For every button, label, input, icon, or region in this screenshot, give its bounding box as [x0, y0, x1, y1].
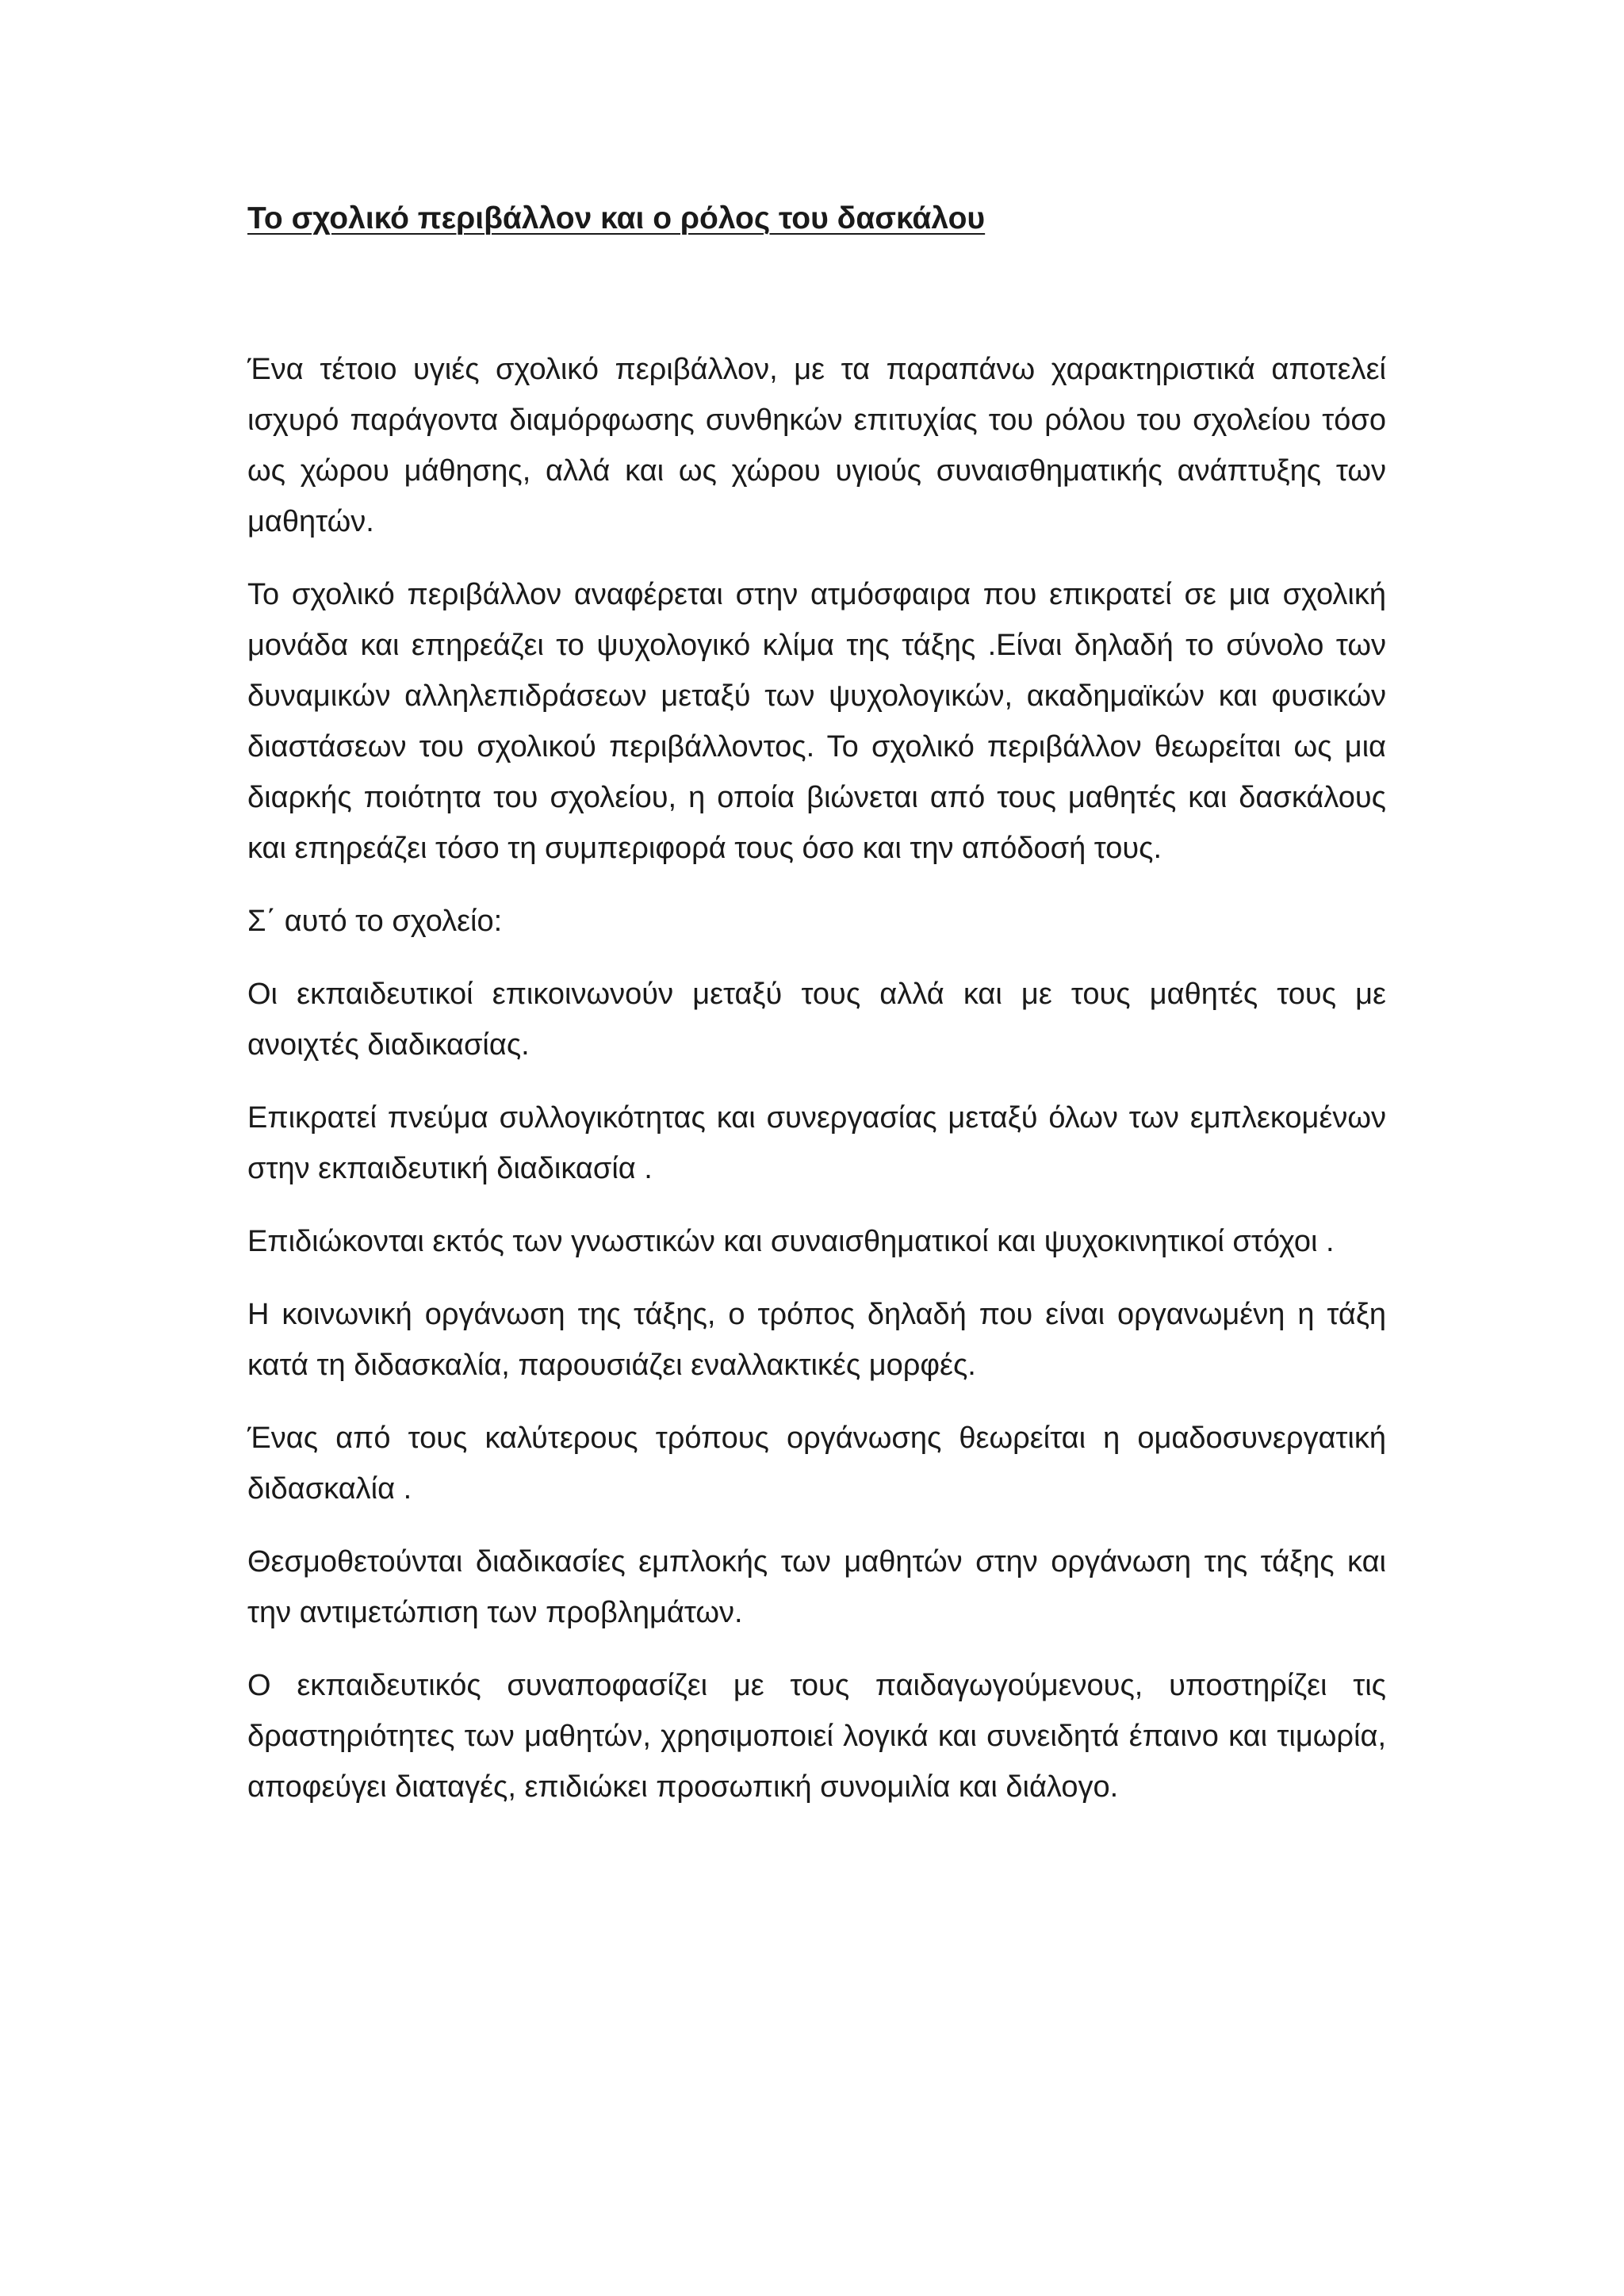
paragraph-school-environment-definition: Το σχολικό περιβάλλον αναφέρεται στην ατμόσφαιρα που επικρατεί σε μια σχολική μονάδα και επηρεάζει το ψυχολογικό κλίμα της τάξης .Είναι δηλαδή το σύνολο των δυναμικών αλληλεπιδράσεων μεταξύ των ψυχολογικών, ακαδημαϊκών και φυσικών διαστάσεων του σχολικού περιβάλλοντος. Το σχολικό περιβάλλον θεωρείται ως μια διαρκής ποιότητα του σχολείου, η οποία βιώνεται από τους μαθητές και δασκάλους και επηρεάζει τόσο τη συμπεριφορά τους όσο και την απόδοσή τους.	[247, 578, 1386, 865]
paragraph-in-this-school: Σ΄ αυτό το σχολείο:	[247, 905, 503, 938]
paragraph-healthy-environment: Ένα τέτοιο υγιές σχολικό περιβάλλον, με τα παραπάνω χαρακτηριστικά αποτελεί ισχυρό παράγοντα διαμόρφωσης συνθηκών επιτυχίας του ρόλου του σχολείου τόσο ως χώρου μάθησης, αλλά και ως χώρου υγιούς συναισθηματικής ανάπτυξης των μαθητών.	[247, 353, 1386, 538]
paragraph-student-involvement: Θεσμοθετούνται διαδικασίες εμπλοκής των μαθητών στην οργάνωση της τάξης και την αντιμετώπιση των προβλημάτων.	[247, 1545, 1386, 1629]
paragraph-class-organization: Η κοινωνική οργάνωση της τάξης, ο τρόπος δηλαδή που είναι οργανωμένη η τάξη κατά τη διδασκαλία, παρουσιάζει εναλλακτικές μορφές.	[247, 1298, 1386, 1382]
document-body	[247, 344, 1386, 1812]
paragraph-group-teaching: Ένας από τους καλύτερους τρόπους οργάνωσης θεωρείται η ομαδοσυνεργατική διδασκαλία .	[247, 1422, 1386, 1506]
paragraph-teachers-communicate: Οι εκπαιδευτικοί επικοινωνούν μεταξύ τους αλλά και με τους μαθητές τους με ανοιχτές διαδικασίας.	[247, 978, 1386, 1062]
paragraph-teacher-role: Ο εκπαιδευτικός συναποφασίζει με τους παιδαγωγούμενους, υποστηρίζει τις δραστηριότητες των μαθητών, χρησιμοποιεί λογικά και συνειδητά έπαινο και τιμωρία, αποφεύγει διαταγές, επιδιώκει προσωπική συνομιλία και διάλογο.	[247, 1669, 1386, 1804]
paragraph-goals: Επιδιώκονται εκτός των γνωστικών και συναισθηματικοί και ψυχοκινητικοί στόχοι .	[247, 1225, 1335, 1258]
paragraph-spirit-of-cooperation: Επικρατεί πνεύμα συλλογικότητας και συνεργασίας μεταξύ όλων των εμπλεκομένων στην εκπαιδευτική διαδικασία .	[247, 1101, 1386, 1185]
document-title: Το σχολικό περιβάλλον και ο ρόλος του δασκάλου	[247, 201, 986, 235]
document-content	[247, 198, 1386, 1835]
